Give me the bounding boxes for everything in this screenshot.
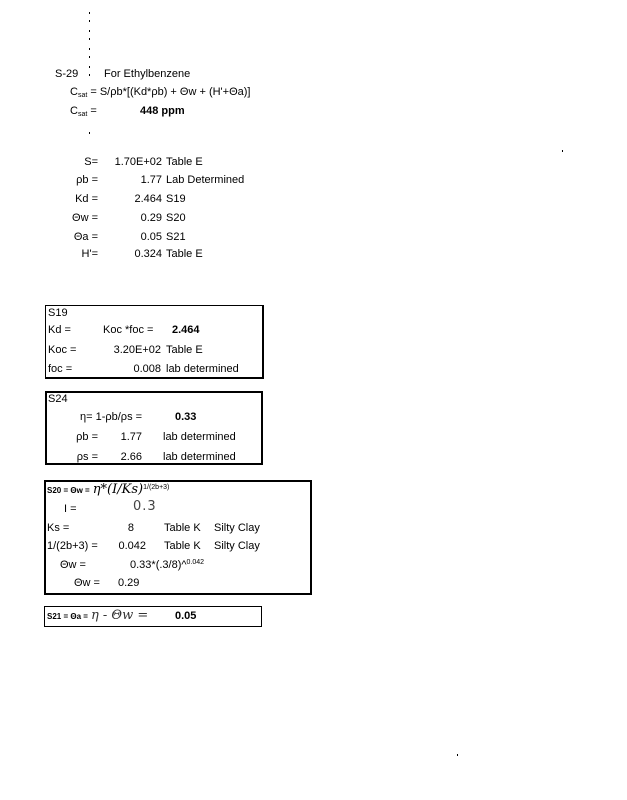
input-symbol: Θa =: [73, 231, 98, 243]
s20-title-row: [47, 483, 169, 498]
input-value: 0.05: [140, 231, 162, 243]
koc-source: Table E: [166, 344, 203, 356]
chemical-title: For Ethylbenzene: [104, 68, 191, 80]
theta-w-label: Θw =: [60, 559, 86, 571]
input-symbol: Θw =: [72, 212, 98, 224]
s20-formula: η*(I/Ks): [92, 482, 144, 497]
i-value: 0.3: [133, 499, 157, 514]
s21-row: [47, 609, 148, 624]
b-exponent-label: 1/(2b+3) =: [47, 540, 98, 552]
csat-result-row: [70, 104, 97, 118]
input-source: Table E: [166, 248, 203, 260]
section-label: S-29: [55, 68, 79, 80]
csat-value: 448 ppm: [140, 105, 185, 117]
input-source: Lab Determined: [166, 174, 245, 186]
csat-formula-row: [70, 85, 250, 99]
input-value: 0.29: [140, 212, 162, 224]
ks-table: Table K: [164, 522, 201, 534]
s19-title: S19: [48, 307, 68, 319]
input-symbol: ρb =: [76, 174, 98, 186]
input-value: 0.324: [134, 248, 162, 260]
b-exponent-value: 0.042: [118, 540, 146, 552]
rho-s-label: ρs =: [76, 451, 98, 463]
foc-source: lab determined: [166, 363, 239, 375]
csat-label: $C_{sat}$: [70, 86, 88, 99]
rho-s-value: 2.66: [120, 451, 142, 463]
input-value: 1.77: [140, 174, 162, 186]
porosity-expression: η= 1-ρb/ρs =: [80, 411, 143, 423]
theta-w-expression: 0.33*(.3/8)^$^{0.042}$: [130, 559, 205, 571]
porosity-value: 0.33: [175, 411, 197, 423]
theta-w-result-value: 0.29: [118, 577, 140, 589]
i-label: I =: [64, 503, 77, 515]
input-source: S21: [166, 231, 186, 243]
foc-value: 0.008: [133, 363, 161, 375]
csat-formula: = S/ρb*[(Kd*ρb) + Θw + (H'+Θa)]: [90, 86, 251, 98]
input-symbol: Kd =: [75, 193, 98, 205]
foc-label: foc =: [48, 363, 73, 375]
input-source: S19: [166, 193, 186, 205]
s21-formula: η - Θw =: [90, 608, 149, 623]
kd-value: 2.464: [172, 324, 200, 336]
csat-result-label: $C_{sat}$ =: [70, 105, 97, 118]
s21-title: S21 = Θa =: [47, 612, 88, 621]
koc-label: Koc =: [48, 344, 77, 356]
b-exponent-soil: Silty Clay: [214, 540, 260, 552]
ks-value: 8: [127, 522, 134, 534]
koc-value: 3.20E+02: [113, 344, 161, 356]
input-symbol: S=: [84, 156, 98, 168]
theta-w-result-label: Θw =: [74, 577, 100, 589]
input-value: 2.464: [134, 193, 162, 205]
b-exponent-table: Table K: [164, 540, 201, 552]
kd-label: Kd =: [48, 324, 71, 336]
rho-b-value: 1.77: [120, 431, 142, 443]
rho-b-label: ρb =: [76, 431, 98, 443]
ks-soil: Silty Clay: [214, 522, 260, 534]
s20-formula-exponent: 1/(2b+3): [143, 484, 170, 491]
ks-label: Ks =: [47, 522, 70, 534]
input-source: Table E: [166, 156, 203, 168]
s20-title: S20 = Θw =: [47, 486, 90, 495]
kd-expression: Koc *foc =: [103, 324, 154, 336]
s24-title: S24: [48, 393, 68, 405]
rho-b-source: lab determined: [163, 431, 236, 443]
input-symbol: H'=: [81, 248, 98, 260]
input-value: 1.70E+02: [114, 156, 162, 168]
input-source: S20: [166, 212, 186, 224]
s21-value: 0.05: [175, 610, 197, 622]
rho-s-source: lab determined: [163, 451, 236, 463]
